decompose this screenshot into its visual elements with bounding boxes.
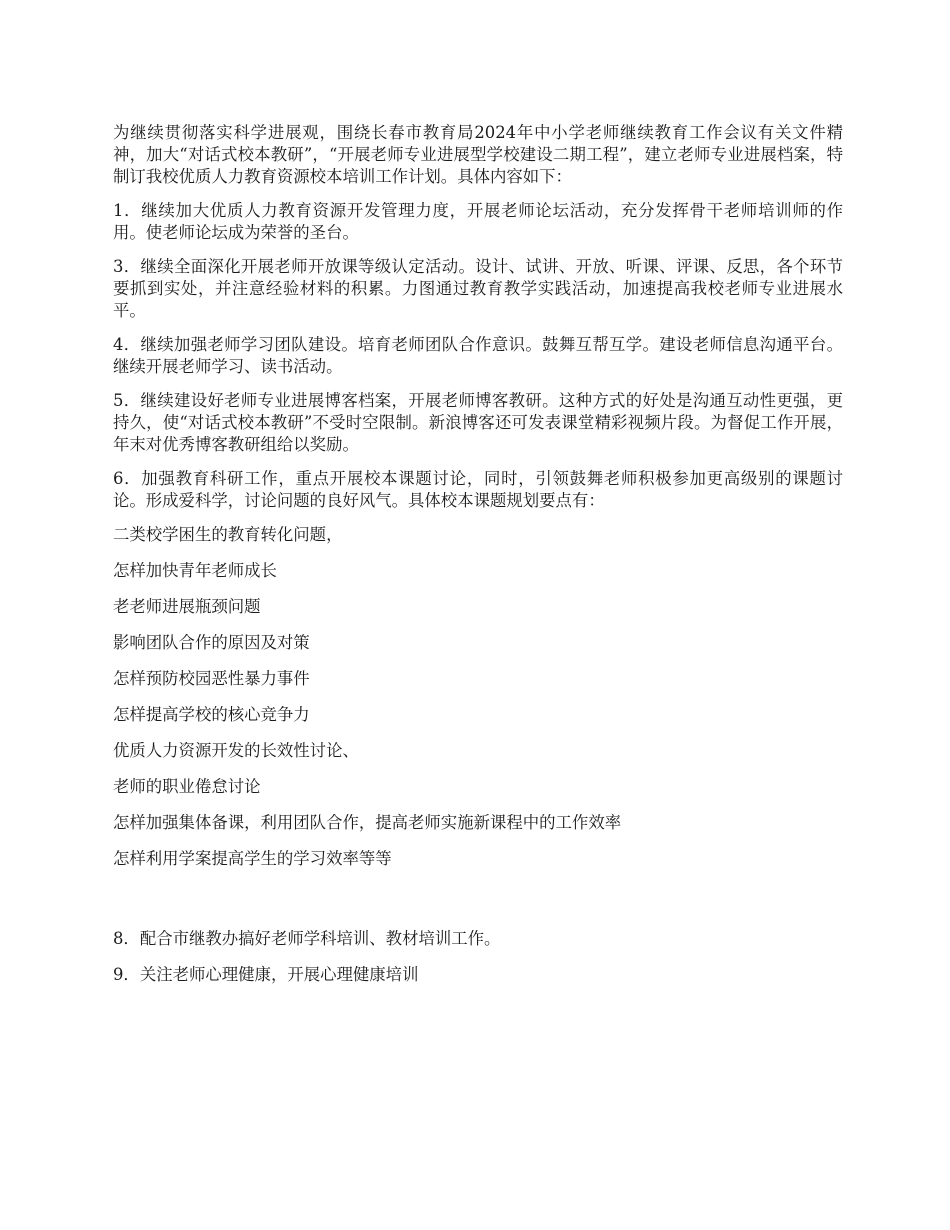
intro-paragraph: 为继续贯彻落实科学进展观，围绕长春市教育局2024年中小学老师继续教育工作会议有关文件精神，加大“对话式校本教研”，“开展老师专业进展型学校建设二期工程”，建立老师专业进展档案，特制订我校优质人力教育资源校本培训工作计划。具体内容如下： bbox=[113, 123, 843, 186]
spacer bbox=[113, 884, 843, 928]
tail-section bbox=[113, 928, 843, 986]
list-item: 怎样加快青年老师成长 bbox=[113, 561, 277, 580]
list-item: 二类校学困生的教育转化问题， bbox=[113, 525, 343, 544]
list-item: 优质人力资源开发的长效性讨论、 bbox=[113, 741, 359, 760]
item-paragraph-1: 1．继续加大优质人力教育资源开发管理力度，开展老师论坛活动，充分发挥骨干老师培训师的作用。使老师论坛成为荣誉的圣台。 bbox=[113, 201, 843, 242]
document-page bbox=[113, 122, 843, 1000]
topic-list bbox=[113, 524, 843, 870]
list-item: 影响团队合作的原因及对策 bbox=[113, 633, 310, 652]
list-item: 老老师进展瓶颈问题 bbox=[113, 597, 261, 616]
list-item: 怎样加强集体备课，利用团队合作，提高老师实施新课程中的工作效率 bbox=[113, 813, 622, 832]
item-paragraph-6: 6．加强教育科研工作，重点开展校本课题讨论，同时，引领鼓舞老师积极参加更高级别的课题讨论。形成爱科学，讨论问题的良好风气。具体校本课题规划要点有： bbox=[113, 469, 843, 510]
list-item: 怎样利用学案提高学生的学习效率等等 bbox=[113, 849, 392, 868]
list-item: 老师的职业倦怠讨论 bbox=[113, 777, 261, 796]
item-paragraph-4: 4．继续加强老师学习团队建设。培育老师团队合作意识。鼓舞互帮互学。建设老师信息沟通平台。继续开展老师学习、读书活动。 bbox=[113, 335, 843, 376]
item-paragraph-9: 9．关注老师心理健康，开展心理健康培训 bbox=[113, 965, 419, 984]
list-item: 怎样提高学校的核心竞争力 bbox=[113, 705, 310, 724]
item-paragraph-8: 8．配合市继教办搞好老师学科培训、教材培训工作。 bbox=[113, 929, 501, 948]
list-item: 怎样预防校园恶性暴力事件 bbox=[113, 669, 310, 688]
item-paragraph-3: 3．继续全面深化开展老师开放课等级认定活动。设计、试讲、开放、听课、评课、反思，各个环节要抓到实处，并注意经验材料的积累。力图通过教育教学实践活动，加速提高我校老师专业进展水平。 bbox=[113, 257, 843, 320]
item-paragraph-5: 5．继续建设好老师专业进展博客档案，开展老师博客教研。这种方式的好处是沟通互动性更强，更持久，使“对话式校本教研”不受时空限制。新浪博客还可发表课堂精彩视频片段。为督促工作开展，年末对优秀博客教研组给以奖励。 bbox=[113, 391, 843, 454]
